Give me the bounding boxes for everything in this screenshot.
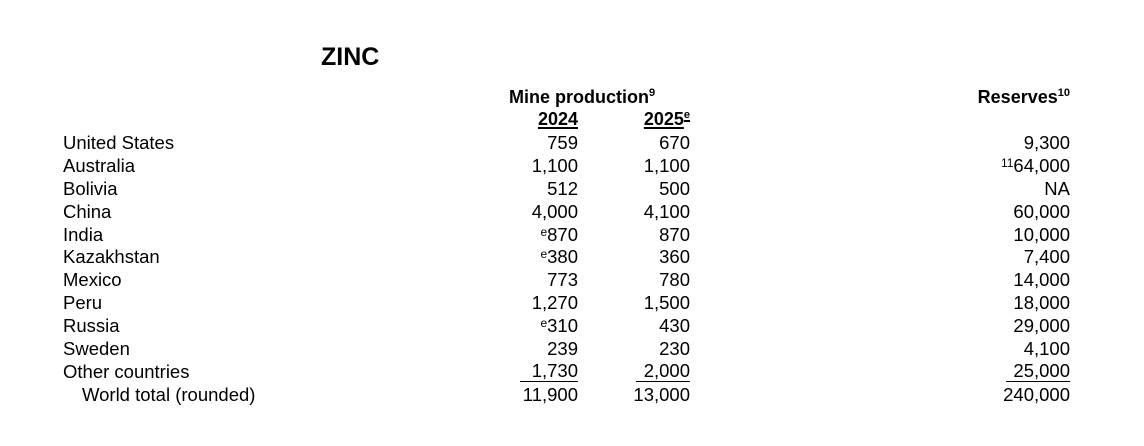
total-production-2025: 13,000 — [633, 383, 690, 405]
production-2025: 230 — [659, 338, 690, 360]
country-name: Other countries — [63, 360, 190, 382]
reserves-value: $^{11}$64,000 — [1000, 154, 1070, 176]
production-2025: 1,100 — [643, 154, 690, 176]
reserves-value: 25,000 — [1006, 361, 1070, 382]
table-row — [0, 132, 1144, 155]
reserves-value: 14,000 — [1013, 269, 1070, 291]
production-2024: 773 — [547, 269, 578, 291]
production-2024: $^e$310 — [540, 315, 578, 337]
production-2025: 1,500 — [643, 292, 690, 314]
year-2025-label: 2025 — [643, 109, 684, 129]
production-2024: 512 — [547, 177, 578, 199]
country-name: Kazakhstan — [63, 246, 160, 268]
production-2025: 4,100 — [643, 200, 690, 222]
production-2024: 1,730 — [520, 361, 578, 382]
table-row — [0, 246, 1144, 269]
reserves-value: 10,000 — [1013, 223, 1070, 245]
estimate-marker: e — [540, 247, 548, 262]
table-row — [0, 201, 1144, 224]
production-2024: 759 — [547, 132, 578, 153]
production-2024: $^e$870 — [540, 223, 578, 245]
table-row — [0, 178, 1144, 201]
production-2024: 1,270 — [531, 292, 578, 314]
production-2025: 430 — [659, 315, 690, 337]
mine-production-label: Mine production — [509, 87, 649, 107]
country-name: Russia — [63, 315, 120, 337]
reserves-value: 18,000 — [1013, 292, 1070, 314]
production-2025: 870 — [659, 223, 690, 245]
country-name: Peru — [63, 292, 103, 314]
production-2025: 2,000 — [636, 361, 690, 382]
table-row — [0, 292, 1144, 315]
table-row — [0, 338, 1144, 361]
year-2024-label: 2024 — [537, 109, 578, 129]
mine-production-footnote: 9 — [648, 87, 656, 99]
country-name: Bolivia — [63, 177, 118, 199]
total-row — [0, 384, 1144, 407]
table-row — [0, 224, 1144, 247]
estimate-marker: e — [540, 316, 548, 331]
country-name: United States — [63, 132, 175, 153]
reserves-value: 29,000 — [1013, 315, 1070, 337]
table-row — [0, 269, 1144, 292]
reserves-value: 60,000 — [1013, 200, 1070, 222]
mine-production-header — [509, 86, 655, 108]
total-label: World total (rounded) — [82, 383, 256, 405]
production-2025: 780 — [659, 269, 690, 291]
production-2025: 670 — [659, 132, 690, 153]
reserves-value: 9,300 — [1023, 132, 1070, 153]
country-name: China — [63, 200, 112, 222]
reserves-footnote-11: 11 — [1000, 155, 1014, 170]
table-row — [0, 155, 1144, 178]
reserves-value: 7,400 — [1023, 246, 1070, 268]
page-title: ZINC — [321, 43, 380, 71]
country-name: Australia — [63, 154, 135, 176]
production-2024: $^e$380 — [540, 246, 578, 268]
table-row — [0, 361, 1144, 384]
year-2024-header — [538, 108, 578, 130]
year-2025-footnote: e — [683, 109, 690, 121]
country-name: Mexico — [63, 269, 122, 291]
reserves-value: 4,100 — [1023, 338, 1070, 360]
estimate-marker: e — [540, 224, 548, 239]
country-name: India — [63, 223, 104, 245]
reserves-footnote: 10 — [1057, 87, 1070, 99]
production-2025: 360 — [659, 246, 690, 268]
reserves-label: Reserves — [977, 87, 1058, 107]
production-2025: 500 — [659, 177, 690, 199]
total-production-2024: 11,900 — [522, 383, 578, 405]
production-2024: 239 — [547, 338, 578, 360]
country-name: Sweden — [63, 338, 130, 360]
reserves-header — [978, 86, 1070, 108]
production-2024: 4,000 — [531, 200, 578, 222]
reserves-value: NA — [1044, 177, 1070, 199]
year-2025-header — [644, 108, 690, 130]
production-2024: 1,100 — [531, 154, 578, 176]
total-reserves: 240,000 — [1003, 383, 1070, 405]
table-row — [0, 315, 1144, 338]
zinc-table — [0, 132, 1144, 407]
